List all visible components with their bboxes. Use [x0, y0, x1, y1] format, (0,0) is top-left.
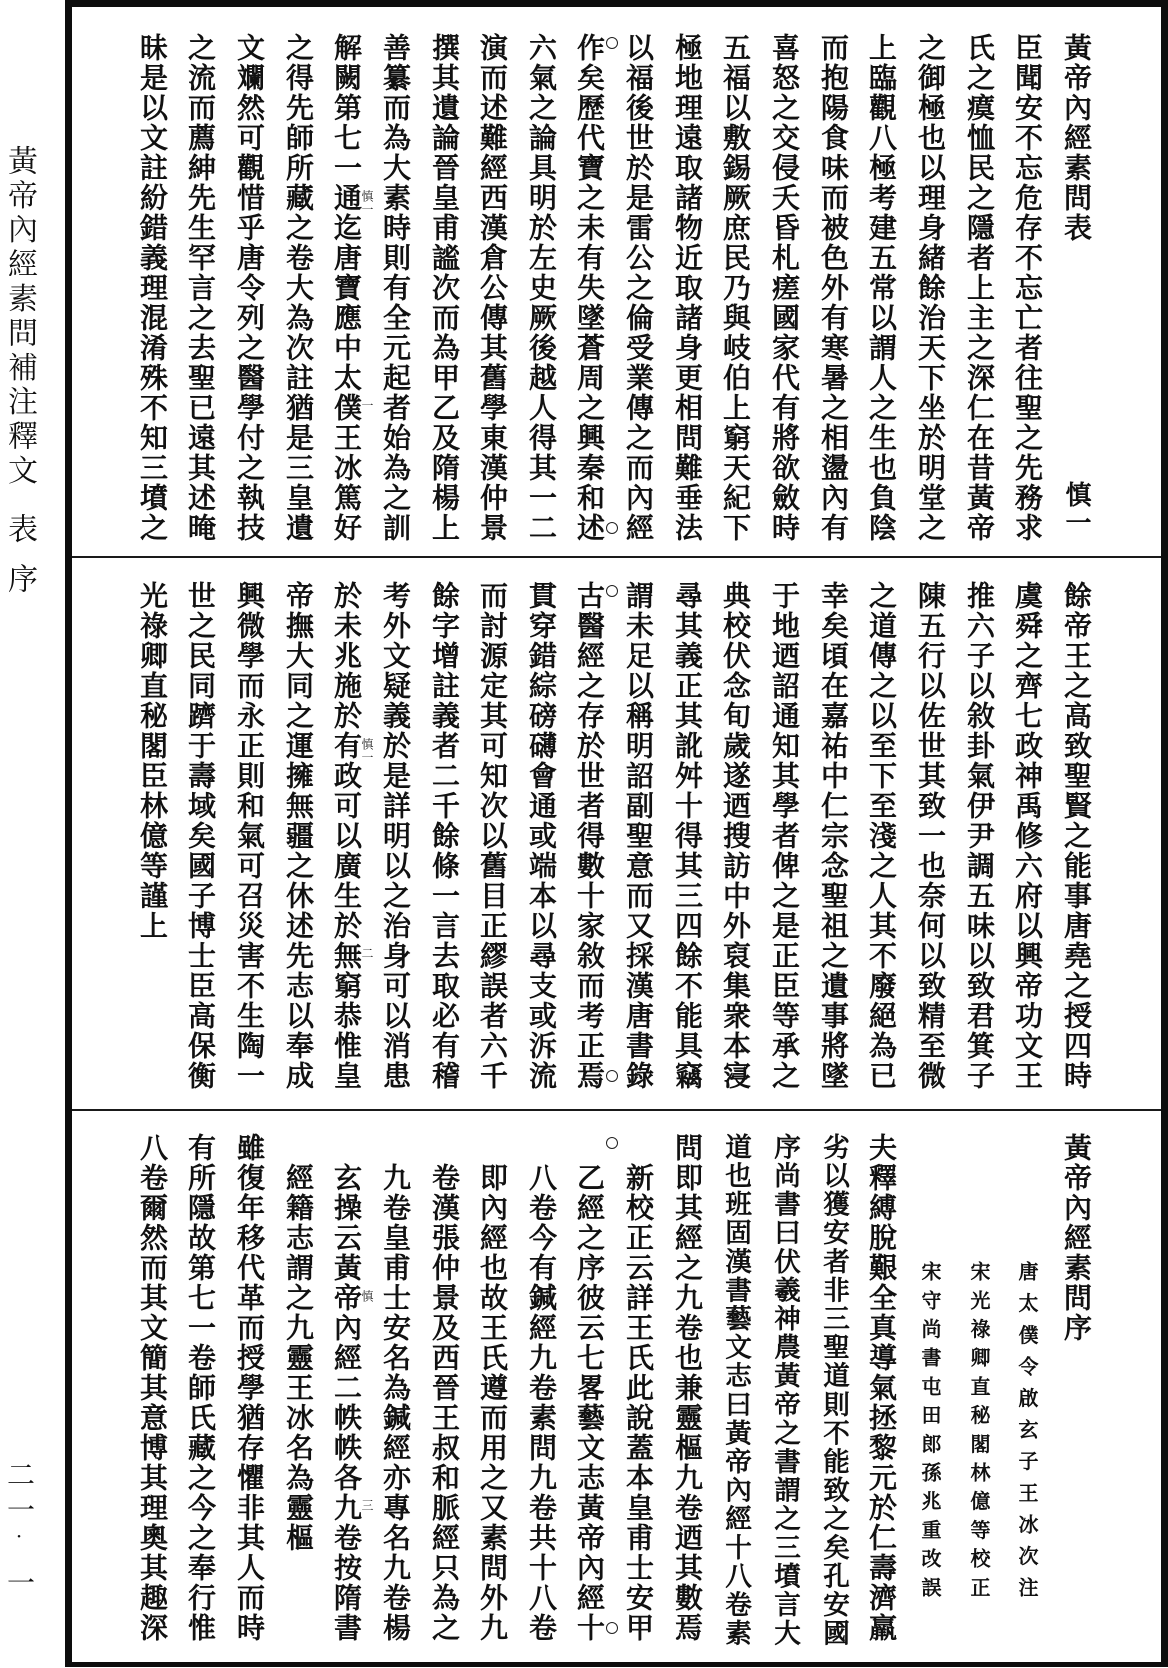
text-column: 餘帝王之高致聖賢之能事唐堯之授四時 — [1060, 581, 1093, 1091]
text-column: 有所隱故第七一卷師氏藏之今之奉行惟 — [184, 1133, 217, 1643]
sheet-number-mark: 三 — [360, 1499, 374, 1512]
text-column: 解闕第七一通迄唐寶應中太僕王冰篤好 — [330, 33, 363, 543]
text-column: 演而述難經西漢倉公傳其舊學東漢仲景 — [476, 33, 509, 543]
text-column: 古醫經之存於世者得數十家敘而考正焉 — [573, 581, 606, 1091]
text-column: 昧是以文註紛錯義理混淆殊不知三墳之 — [136, 33, 169, 543]
circle-mark-icon — [606, 1070, 618, 1082]
text-column: 虞舜之齊七政神禹修六府以興帝功文王 — [1011, 581, 1044, 1091]
margin-page-number: 一 — [3, 1568, 36, 1596]
column-title: 黃帝內經素問序 — [1060, 1133, 1093, 1343]
text-column: 劣以獲安者非三聖道則不能致之矣孔安國 — [818, 1133, 849, 1648]
margin-section-preface: 序 — [2, 563, 37, 593]
commentary-column: 新校正云詳王氏此說蓋本皇甫士安甲 — [622, 1163, 655, 1643]
author-line: 宋光祿卿直秘閣林億等校正 — [967, 1261, 991, 1606]
text-column: 臣聞安不忘危存不忘亡者往聖之先務求 — [1011, 33, 1044, 543]
text-column: 謂未足以稱明詔副聖意而又採漢唐書錄 — [622, 581, 655, 1091]
text-column: 撰其遺論晉皇甫謐次而為甲乙及隋楊上 — [428, 33, 461, 543]
text-column: 推六子以敘卦氣伊尹調五味以致君箕子 — [963, 581, 996, 1091]
text-column: 上臨觀八極考建五常以謂人之生也負陰 — [865, 33, 898, 543]
upper-panel — [0, 33, 1168, 563]
text-column: 氏之瘼恤民之隱者上主之深仁在昔黃帝 — [963, 33, 996, 543]
text-column: 帝撫大同之運擁無疆之休述先志以奉成 — [282, 581, 315, 1091]
text-column: 夫釋縛脫艱全真導氣拯黎元於仁壽濟羸 — [865, 1133, 898, 1643]
text-column: 陳五行以佐世其致一也奈何以致精至微 — [914, 581, 947, 1091]
text-column: 世之民同躋于壽域矣國子博士臣高保衡 — [184, 581, 217, 1091]
text-column: 文斕然可觀惜乎唐令列之醫學付之執技 — [233, 33, 266, 543]
sheet-number-mark: 二 — [360, 947, 374, 960]
case-mark: 慎一 — [1061, 481, 1091, 537]
text-column: 貫穿錯綜磅礴會通或端本以尋支或泝流 — [525, 581, 558, 1091]
commentary-column: 八卷今有鍼經九卷素問九卷共十八卷 — [525, 1163, 558, 1643]
sheet-case-mark: 慎 — [360, 1290, 374, 1303]
signature-column: 光祿卿直秘閣臣林億等謹上 — [136, 581, 169, 941]
commentary-column: 經籍志謂之九靈王冰名為靈樞 — [282, 1163, 315, 1553]
commentary-column: 玄操云黃帝內經二帙帙各九卷按隋書 — [330, 1163, 363, 1643]
text-column: 餘字增註義者二千餘條一言去取必有稽 — [428, 581, 461, 1091]
commentary-column: 即內經也故王氏遵而用之又素問外九 — [476, 1163, 509, 1643]
text-column: 之御極也以理身緒餘治天下坐於明堂之 — [914, 33, 947, 543]
text-column: 而討源定其可知次以舊目正繆誤者六千 — [476, 581, 509, 1091]
margin-book-title: 黃帝內經素問補注釋文 — [2, 145, 37, 489]
middle-panel — [0, 581, 1168, 1111]
circle-mark-icon — [606, 1137, 618, 1149]
margin-page-separator: · — [7, 1524, 31, 1548]
text-column: 喜怒之交侵夭昏札瘥國家代有將欲斂時 — [768, 33, 801, 543]
column-title: 黃帝內經素問表 — [1060, 33, 1093, 243]
text-column: 序尚書曰伏羲神農黃帝之書謂之三墳言大 — [769, 1133, 800, 1648]
text-column: 善纂而為大素時則有全元起者始為之訓 — [379, 33, 412, 543]
text-column: 道也班固漢書藝文志曰黃帝內經十八卷素 — [720, 1133, 751, 1648]
text-column: 八卷爾然而其文簡其意博其理奧其趣深 — [136, 1133, 169, 1643]
text-column: 典校伏念旬歲遂迺搜訪中外裒集衆本寖 — [719, 581, 752, 1091]
text-column: 尋其義正其訛舛十得其三四餘不能具竊 — [671, 581, 704, 1091]
text-column: 于地迺詔通知其學者俾之是正臣等承之 — [768, 581, 801, 1091]
margin-volume-number: 二一 — [3, 1460, 36, 1530]
text-column: 考外文疑義於是詳明以之治身可以消患 — [379, 581, 412, 1091]
sheet-case-mark: 慎一 — [360, 738, 374, 764]
author-line: 宋守尚書屯田郎孫兆重改誤 — [918, 1261, 942, 1606]
commentary-column: 乙經之序彼云七畧藝文志黃帝內經十 — [573, 1163, 606, 1643]
text-column: 問即其經之九卷也兼靈樞九卷迺其數焉 — [671, 1133, 704, 1643]
sheet-number-mark: 一 — [360, 399, 374, 412]
text-column: 之流而薦紳先生罕言之去聖已遠其述晻 — [184, 33, 217, 543]
text-column: 興微學而永正則和氣可召災害不生陶一 — [233, 581, 266, 1091]
circle-mark-icon — [606, 37, 618, 49]
text-column: 之道傳之以至下至淺之人其不廢絕為已 — [865, 581, 898, 1091]
commentary-column: 卷漢張仲景及西晉王叔和脈經只為之 — [428, 1163, 461, 1643]
text-column: 而抱陽食味而被色外有寒暑之相盪內有 — [817, 33, 850, 543]
sheet-case-mark: 慎一 — [360, 190, 374, 216]
author-line: 唐太僕令啟玄子王冰次注 — [1015, 1261, 1039, 1609]
text-column: 於未兆施於有政可以廣生於無窮恭惟皇 — [330, 581, 363, 1091]
margin-section-memorial: 表 — [2, 513, 37, 543]
text-column: 五福以敷錫厥庶民乃與岐伯上窮天紀下 — [719, 33, 752, 543]
circle-mark-icon — [606, 585, 618, 597]
circle-mark-icon — [606, 522, 618, 534]
text-column: 之得先師所藏之卷大為次註猶是三皇遺 — [282, 33, 315, 543]
circle-mark-icon — [606, 1622, 618, 1634]
text-column: 幸矣頃在嘉祐中仁宗念聖祖之遺事將墜 — [817, 581, 850, 1091]
text-column: 雖復年移代革而授學猶存懼非其人而時 — [233, 1133, 266, 1643]
lower-panel — [0, 1133, 1168, 1663]
commentary-column: 九卷皇甫士安名為鍼經亦專名九卷楊 — [379, 1163, 412, 1643]
text-column: 極地理遠取諸物近取諸身更相問難垂法 — [671, 33, 704, 543]
text-column: 以福後世於是雷公之倫受業傳之而內經 — [622, 33, 655, 543]
text-column: 作矣歷代寶之未有失墜蒼周之興秦和述 — [573, 33, 606, 543]
text-column: 六氣之論具明於左史厥後越人得其一二 — [525, 33, 558, 543]
